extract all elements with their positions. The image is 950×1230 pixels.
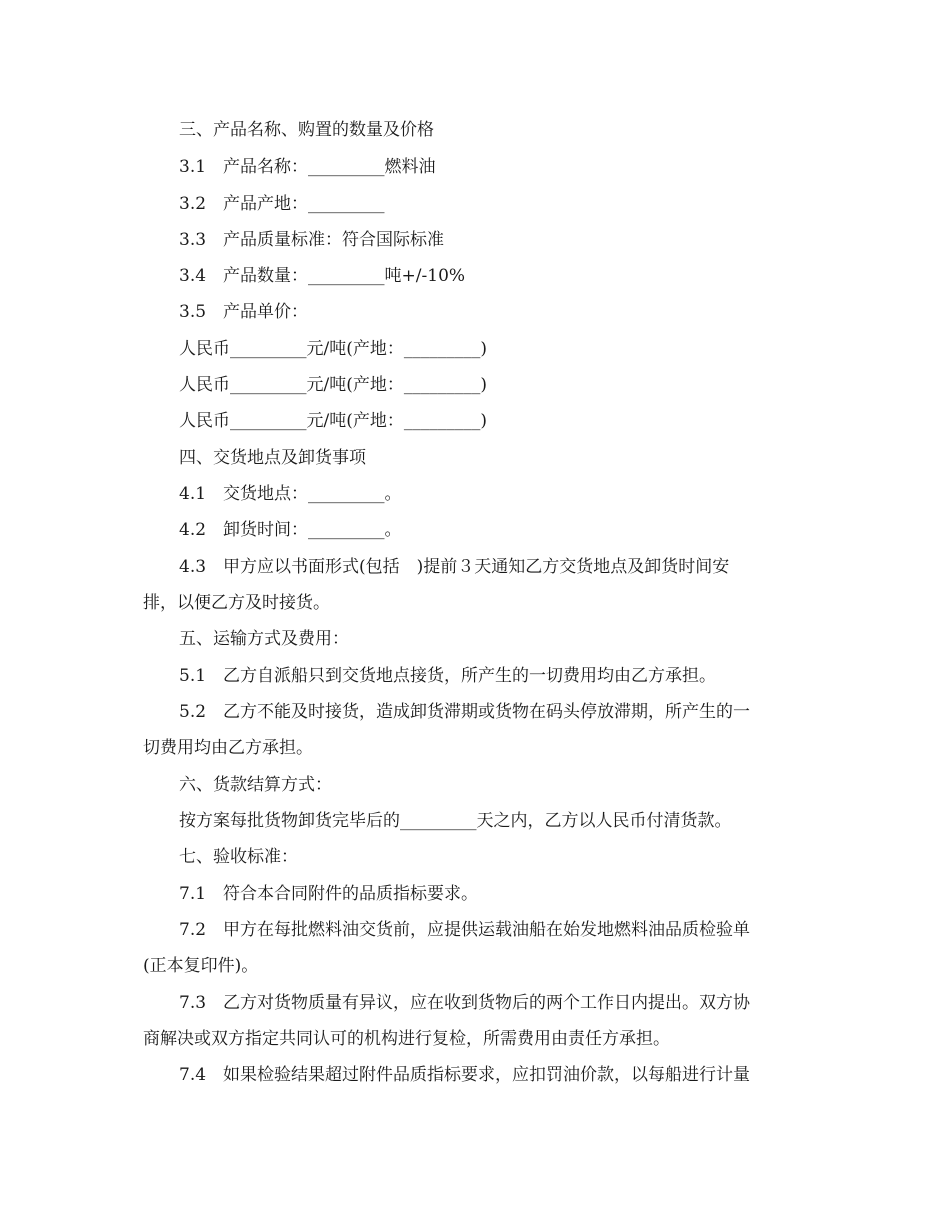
clause-5-2-continued: 切费用均由乙方承担。 [143,738,313,758]
section-heading-6: 六、货款结算方式： [179,775,332,795]
clause-3-3: 3.3 产品质量标准：符合国际标准 [179,230,445,250]
section-heading-3: 三、产品名称、购置的数量及价格 [179,120,434,140]
clause-7-1: 7.1 符合本合同附件的品质指标要求。 [179,884,479,904]
payment-terms: 按方案每批货物卸货完毕后的_________天之内，乙方以人民币付清货款。 [179,811,732,831]
clause-7-4: 7.4 如果检验结果超过附件品质指标要求，应扣罚油价款，以每船进行计量 [179,1065,751,1085]
section-heading-5: 五、运输方式及费用： [179,629,349,649]
clause-3-1: 3.1 产品名称：_________燃料油 [179,157,436,177]
clause-3-4: 3.4 产品数量：_________吨+/-10% [179,266,466,286]
clause-3-2: 3.2 产品产地：_________ [179,194,385,214]
clause-7-2: 7.2 甲方在每批燃料油交货前，应提供运载油船在始发地燃料油品质检验单 [179,920,751,940]
clause-7-3-continued: 商解决或双方指定共同认可的机构进行复检，所需费用由责任方承担。 [143,1029,670,1049]
clause-4-1: 4.1 交货地点：_________。 [179,484,402,504]
section-heading-7: 七、验收标准： [179,847,298,867]
section-heading-4: 四、交货地点及卸货事项 [179,448,366,468]
clause-4-3: 4.3 甲方应以书面形式(包括 )提前３天通知乙方交货地点及卸货时间安 [179,557,730,577]
price-line-3: 人民币_________元/吨(产地：_________) [179,411,487,431]
clause-4-2: 4.2 卸货时间：_________。 [179,520,402,540]
clause-4-3-continued: 排，以便乙方及时接货。 [143,593,330,613]
clause-5-1: 5.1 乙方自派船只到交货地点接货，所产生的一切费用均由乙方承担。 [179,666,717,686]
price-line-2: 人民币_________元/吨(产地：_________) [179,375,487,395]
clause-3-5: 3.5 产品单价： [179,302,309,322]
clause-7-3: 7.3 乙方对货物质量有异议，应在收到货物后的两个工作日内提出。双方协 [179,993,751,1013]
price-line-1: 人民币_________元/吨(产地：_________) [179,339,487,359]
clause-7-2-continued: (正本复印件)。 [143,956,259,976]
clause-5-2: 5.2 乙方不能及时接货，造成卸货滞期或货物在码头停放滞期，所产生的一 [179,702,751,722]
